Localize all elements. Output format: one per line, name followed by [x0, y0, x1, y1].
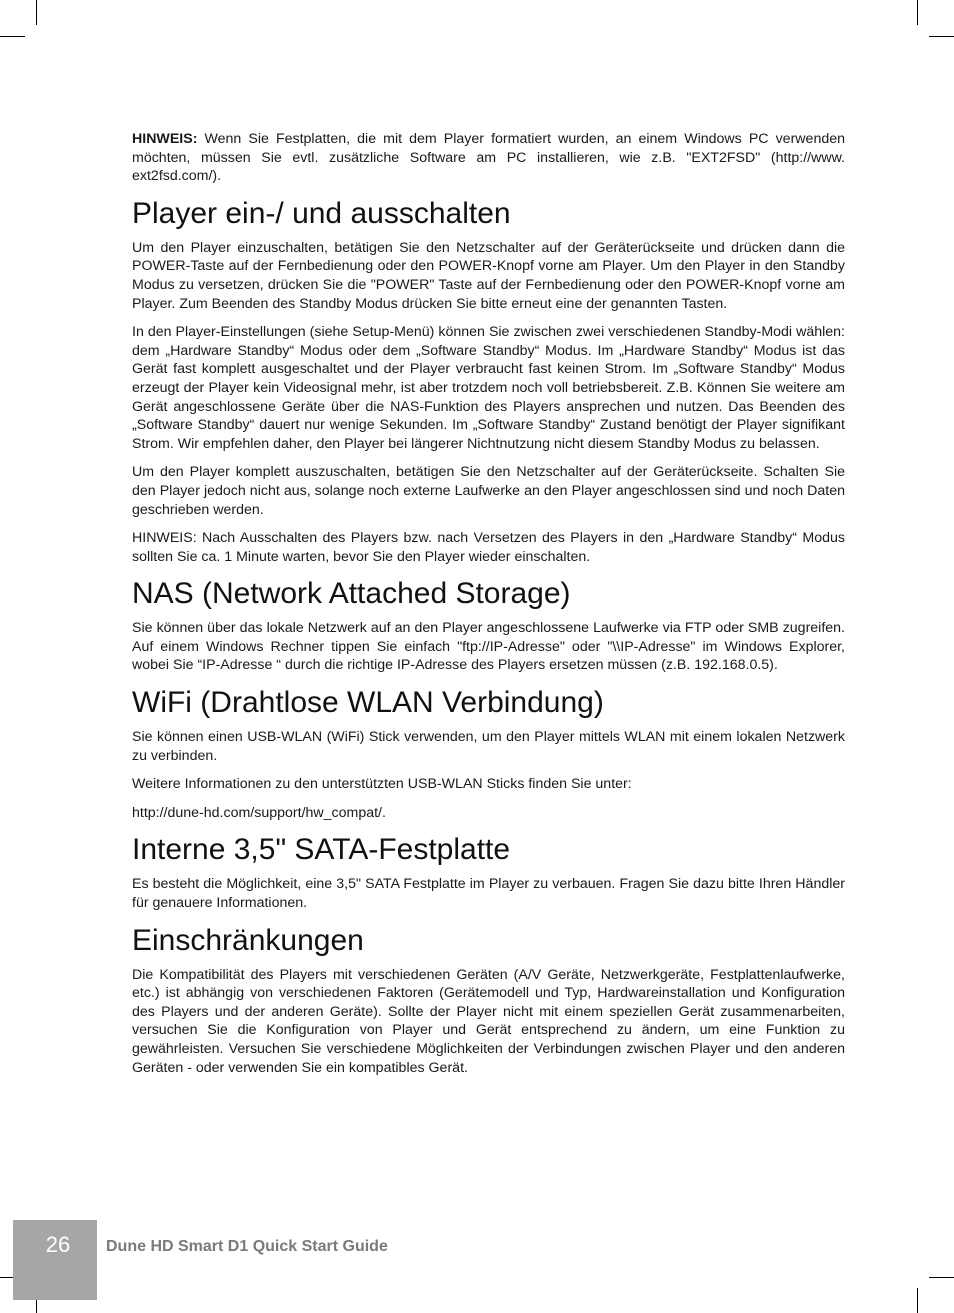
- paragraph: Sie können einen USB-WLAN (WiFi) Stick verwenden, um den Player mittels WLAN mit einem lokalen Netzwerk zu verbinden.: [132, 729, 845, 764]
- crop-mark: [929, 1277, 954, 1278]
- section-heading-power: Player ein-/ und ausschalten: [132, 196, 511, 230]
- paragraph: Die Kompatibilität des Players mit verschiedenen Geräten (A/V Geräte, Netzwerkgeräte, Festplattenlaufwerke, etc.) ist abhängig von verschiedenen Faktoren (Gerätemodell und Typ, Hardwareinstallation und Konfiguration des Players und der anderen Geräte). Sollte der Player nicht mit einem speziellen Gerät zusammenarbeiten, versuchen Sie die Konfiguration von Player und Gerät entsprechend zu ändern, um eine Funktion zu gewährleisten. Versuchen Sie verschiedene Möglichkeiten der Verbindungen zwischen Player und den anderen Geräten - oder verwenden Sie ein kompatibles Gerät.: [132, 966, 845, 1076]
- section-heading-limitations: Einschränkungen: [132, 923, 364, 957]
- page-content: [132, 130, 845, 1087]
- paragraph: In den Player-Einstellungen (siehe Setup-Menü) können Sie zwischen zwei verschiedenen Standby-Modi wählen: dem „Hardware Standby“ Modus oder dem „Software Standby“ Modus. Im „Hardware Standby“ Modus ist das Gerät fast komplett ausgeschaltet und der Player verbraucht fast keinen Strom. Im „Software Standby“ Modus erzeugt der Player kein Videosignal mehr, ist aber trotzdem noch voll betriebsbereit. Z.B. Können Sie weitere am Gerät angeschlossene Geräte über die NAS-Funktion des Players ansprechen und nutzen. Das Beenden des „Software Standby“ dauert nur wenige Sekunden. Im „Software Standby“ Zustand benötigt der Player signifikant Strom. Wir empfehlen daher, den Player bei längerer Nichtnutzung nicht diesem Standby Modus zu belassen.: [132, 324, 845, 452]
- section-heading-sata: Interne 3,5" SATA-Festplatte: [132, 833, 511, 867]
- paragraph: Um den Player komplett auszuschalten, betätigen Sie den Netzschalter auf der Geräterückseite. Schalten Sie den Player jedoch nicht aus, solange noch externe Laufwerke an den Player angeschlossen sind und noch Daten geschrieben werden.: [132, 464, 845, 518]
- note-label: HINWEIS:: [132, 131, 198, 147]
- crop-mark: [0, 36, 25, 37]
- paragraph: http://dune-hd.com/support/hw_compat/.: [132, 804, 386, 821]
- paragraph: Sie können über das lokale Netzwerk auf an den Player angeschlossene Laufwerke via FTP oder SMB zugreifen. Auf einem Windows Rechner tippen Sie einfach "ftp://IP-Adresse" oder "\\IP-Adresse" im Windows Explorer, wobei Sie “IP-Adresse “ durch die richtige IP-Adresse des Players ersetzen müssen (z.B. 192.168.0.5).: [132, 620, 845, 674]
- section-heading-nas: NAS (Network Attached Storage): [132, 577, 571, 611]
- section-heading-wifi: WiFi (Drahtlose WLAN Verbindung): [132, 686, 604, 720]
- paragraph: HINWEIS: Nach Ausschalten des Players bzw. nach Versetzen des Players in den „Hardware Standby“ Modus sollten Sie ca. 1 Minute warten, bevor Sie den Player wieder einschalten.: [132, 530, 845, 565]
- note-text: Wenn Sie Festplatten, die mit dem Player formatiert wurden, an einem Windows PC verwenden möchten, müssen Sie evtl. zusätzliche Software am PC installieren, wie z.B. "EXT2FSD" (http://www. ext2fsd.com/).: [132, 131, 845, 185]
- note-paragraph: [132, 130, 845, 186]
- page-number-box: [13, 1220, 97, 1300]
- crop-mark: [36, 0, 37, 25]
- crop-mark: [917, 1288, 918, 1313]
- footer-title: Dune HD Smart D1 Quick Start Guide: [106, 1238, 388, 1255]
- paragraph: Weitere Informationen zu den unterstützten USB-WLAN Sticks finden Sie unter:: [132, 776, 632, 793]
- paragraph: Es besteht die Möglichkeit, eine 3,5" SATA Festplatte im Player zu verbauen. Fragen Sie dazu bitte Ihren Händler für genauere Informationen.: [132, 876, 845, 912]
- crop-mark: [917, 0, 918, 25]
- crop-mark: [929, 36, 954, 37]
- paragraph: Um den Player einzuschalten, betätigen Sie den Netzschalter auf der Geräterückseite und drücken dann die POWER-Taste auf der Fernbedienung oder den POWER-Knopf vorne am Player. Um den Player in den Standby Modus zu versetzen, drücken Sie die "POWER" Taste auf der Fernbedienung oder den POWER-Knopf vorne am Player. Zum Beenden des Standby Modus drücken Sie bitte erneut eine der genannten Tasten.: [132, 239, 845, 312]
- page-number: 26: [45, 1232, 71, 1257]
